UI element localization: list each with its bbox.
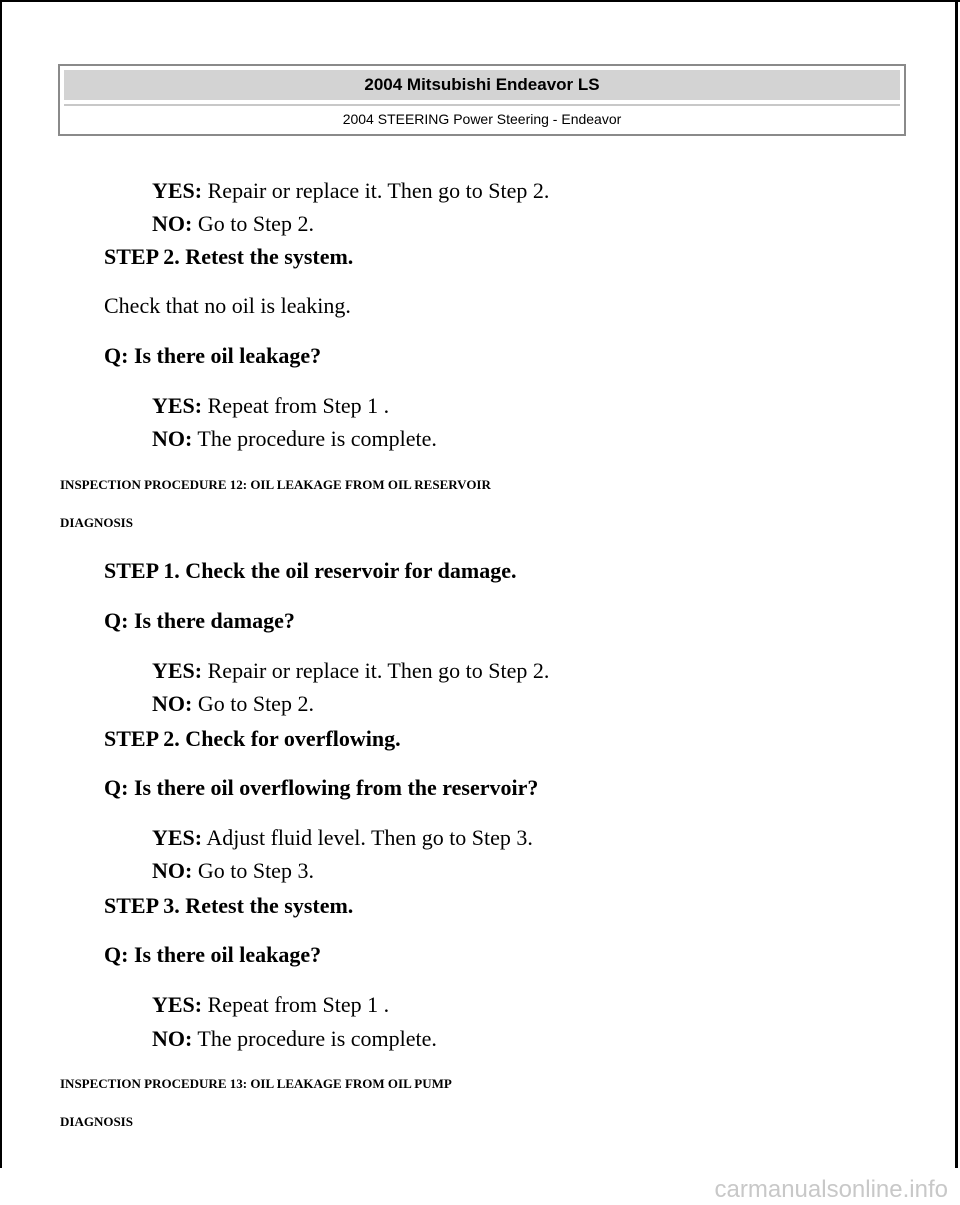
answer-yes-text: Repair or replace it. Then go to Step 2. (202, 178, 550, 203)
answer-yes-label: YES: (152, 992, 203, 1017)
answer-yes-label: YES: (152, 825, 203, 850)
answer-yes-label: YES: (152, 178, 203, 203)
diagnosis-heading: DIAGNOSIS (60, 515, 133, 530)
watermark: carmanualsonline.info (714, 1176, 948, 1203)
answer-yes (152, 178, 549, 204)
answer-yes-label: YES: (152, 393, 203, 418)
document-title: 2004 Mitsubishi Endeavor LS (64, 70, 900, 100)
step-heading: STEP 3. Retest the system. (104, 893, 354, 918)
answer-no (152, 1026, 437, 1052)
answer-no-label: NO: (152, 426, 193, 451)
answer-no-text: The procedure is complete. (192, 426, 437, 451)
answer-no-text: Go to Step 2. (192, 691, 314, 716)
answer-yes-label: YES: (152, 658, 203, 683)
diagnosis-heading: DIAGNOSIS (60, 1114, 133, 1129)
answer-no-text: The procedure is complete. (192, 1026, 437, 1051)
answer-no-label: NO: (152, 211, 193, 236)
step-heading: STEP 2. Retest the system. (104, 244, 354, 269)
instruction-text: Check that no oil is leaking. (104, 293, 351, 318)
answer-no (152, 211, 314, 237)
page-frame-top (0, 0, 960, 2)
answer-yes-text: Repeat from Step 1 . (202, 992, 390, 1017)
answer-no-label: NO: (152, 691, 193, 716)
question: Q: Is there oil overflowing from the reservoir? (104, 775, 539, 800)
answer-yes-text: Repair or replace it. Then go to Step 2. (202, 658, 550, 683)
document-header (58, 64, 906, 136)
answer-no (152, 858, 314, 884)
step-heading: STEP 2. Check for overflowing. (104, 726, 401, 751)
page-frame-left (0, 0, 2, 1168)
procedure-title: INSPECTION PROCEDURE 12: OIL LEAKAGE FROM OIL RESERVOIR (60, 477, 491, 492)
answer-yes (152, 825, 533, 851)
question: Q: Is there oil leakage? (104, 942, 322, 967)
answer-yes (152, 658, 549, 684)
answer-no-text: Go to Step 2. (192, 211, 314, 236)
answer-no (152, 691, 314, 717)
answer-no-text: Go to Step 3. (192, 858, 314, 883)
answer-no-label: NO: (152, 858, 193, 883)
answer-no-label: NO: (152, 1026, 193, 1051)
answer-yes-text: Repeat from Step 1 . (202, 393, 390, 418)
answer-yes-text: Adjust fluid level. Then go to Step 3. (202, 825, 533, 850)
answer-yes (152, 393, 389, 419)
answer-no (152, 426, 437, 452)
step-heading: STEP 1. Check the oil reservoir for damage. (104, 558, 517, 583)
document-subtitle: 2004 STEERING Power Steering - Endeavor (64, 104, 900, 132)
page-frame-right (955, 0, 958, 1168)
question: Q: Is there damage? (104, 608, 295, 633)
procedure-title: INSPECTION PROCEDURE 13: OIL LEAKAGE FROM OIL PUMP (60, 1076, 452, 1091)
answer-yes (152, 992, 389, 1018)
question: Q: Is there oil leakage? (104, 343, 322, 368)
